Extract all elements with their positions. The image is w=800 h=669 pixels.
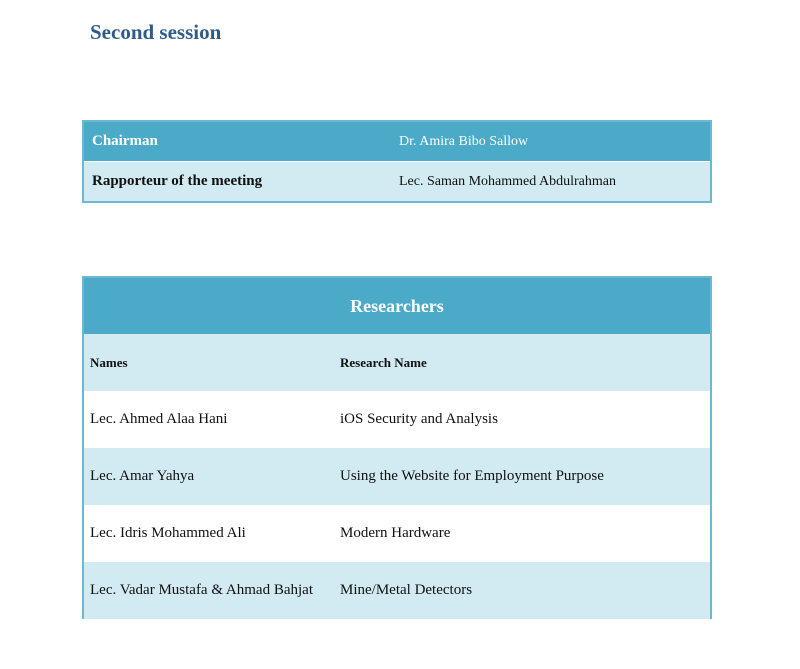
researchers-table <box>82 276 712 619</box>
rapporteur-value: Lec. Saman Mohammed Abdulrahman <box>399 173 616 189</box>
researchers-title: Researchers <box>84 278 710 334</box>
chairman-value: Dr. Amira Bibo Sallow <box>399 133 529 149</box>
chairman-label: Chairman <box>92 133 158 149</box>
researcher-name: Lec. Amar Yahya <box>90 468 195 484</box>
research-name: iOS Security and Analysis <box>340 411 498 427</box>
table-row <box>84 391 710 448</box>
researcher-name: Lec. Vadar Mustafa & Ahmad Bahjat <box>90 582 313 598</box>
rapporteur-label: Rapporteur of the meeting <box>92 173 263 189</box>
table-row <box>84 562 710 619</box>
researcher-name: Lec. Ahmed Alaa Hani <box>90 411 228 427</box>
chair-table <box>82 120 712 203</box>
table-row <box>84 448 710 505</box>
research-name: Mine/Metal Detectors <box>340 582 473 598</box>
researcher-name: Lec. Idris Mohammed Ali <box>90 525 246 541</box>
table-column-header-row <box>84 334 710 391</box>
research-name: Using the Website for Employment Purpose <box>340 468 604 484</box>
session-title: Second session <box>90 20 222 44</box>
chairman-row <box>84 122 710 161</box>
column-header-research: Research Name <box>340 354 427 370</box>
table-row <box>84 505 710 562</box>
column-header-names: Names <box>90 354 128 370</box>
research-name: Modern Hardware <box>340 525 451 541</box>
rapporteur-row <box>84 161 710 201</box>
